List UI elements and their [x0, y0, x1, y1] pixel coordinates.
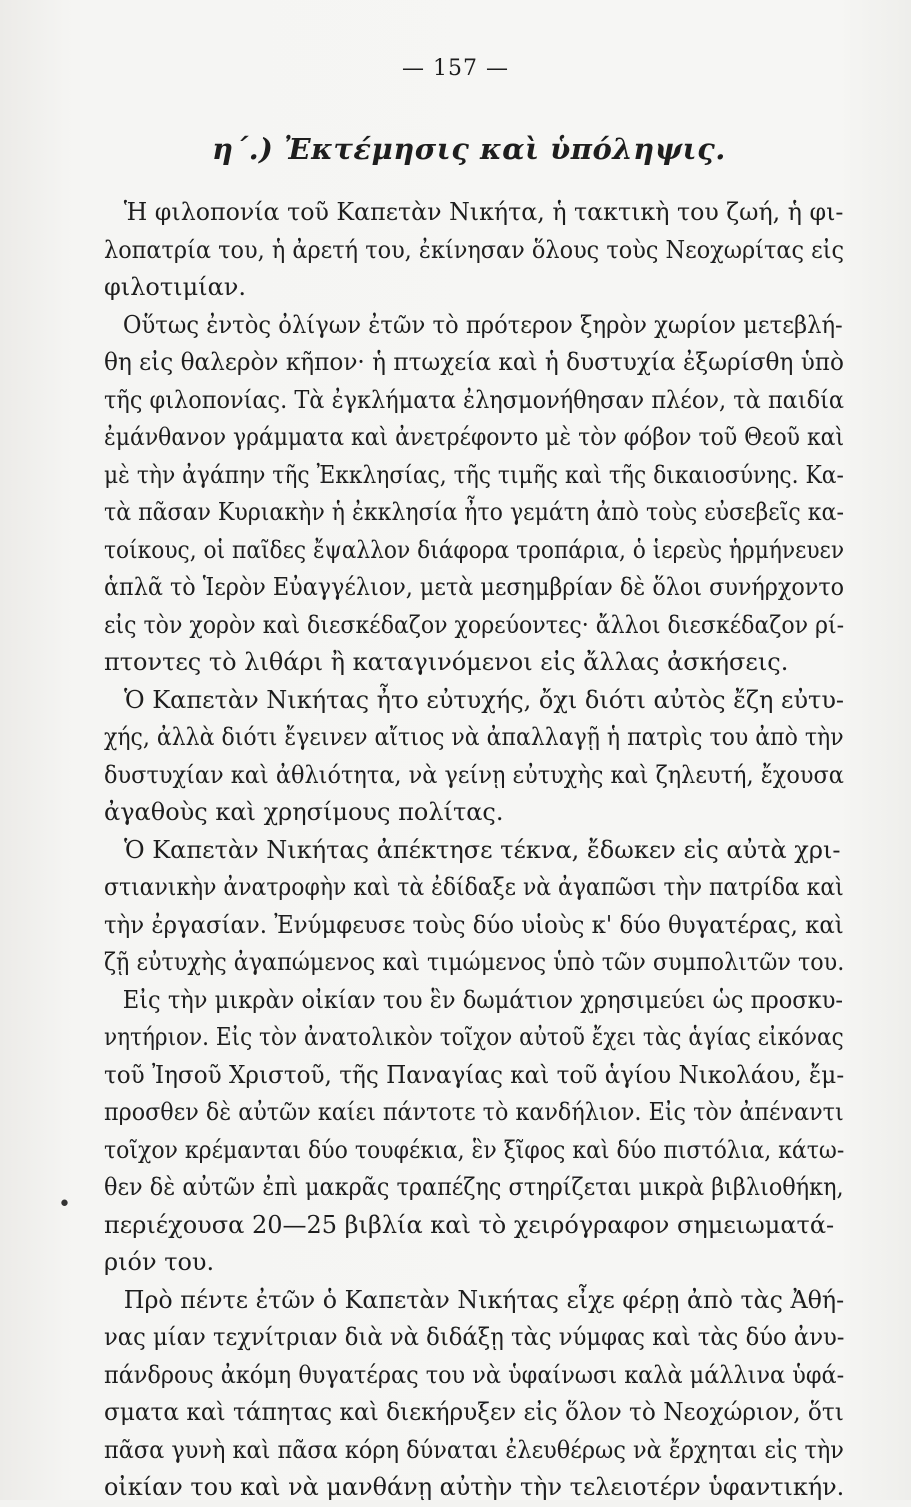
text-line: σματα καὶ τάπητας καὶ διεκήρυξεν εἰς ὅλον τὸ Νεοχώριον, ὅτι [104, 1398, 844, 1426]
text-line: μὲ τὴν ἀγάπην τῆς Ἐκκλησίας, τῆς τιμῆς καὶ τῆς δικαιοσύνης. Κα- [104, 460, 844, 489]
text-line: Πρὸ πέντε ἐτῶν ὁ Καπετὰν Νικήτας εἶχε φέρῃ ἀπὸ τὰς Ἀθή- [123, 1285, 845, 1314]
text-line: Ἡ φιλοπονία τοῦ Καπετὰν Νικήτα, ἡ τακτικὴ του ζωή, ἡ φι- [123, 198, 844, 226]
text-line: τῆς φιλοπονίας. Τὰ ἐγκλήματα ἐλησμονήθησαν πλέον, τὰ παιδία [104, 385, 845, 414]
text-line: λοπατρία του, ἡ ἀρετή του, ἐκίνησαν ὅλους τοὺς Νεοχωρίτας εἰς [104, 235, 845, 264]
text-line: τοῖχον κρέμανται δύο τουφέκια, ἓν ξῖφος καὶ δύο πιστόλια, κάτω- [104, 1135, 845, 1164]
text-line: θη εἰς θαλερὸν κῆπον· ἡ πτωχεία καὶ ἡ δυστυχία ἐξωρίσθη ὑπὸ [104, 348, 844, 376]
section-heading: η΄.) Ἐκτέμησις καὶ ὑπόληψις. [212, 132, 726, 166]
text-line: ριόν του. [104, 1248, 215, 1276]
text-line: θεν δὲ αὐτῶν ἐπὶ μακρᾶς τραπέζης στηρίζεται μικρὰ βιβλιοθήκη, [104, 1173, 844, 1201]
text-line: πάνδρους ἀκόμη θυγατέρας του νὰ ὑφαίνωσι καλὰ μάλλινα ὑφά- [104, 1360, 845, 1389]
text-line: δυστυχίαν καὶ ἀθλιότητα, νὰ γείνῃ εὐτυχὴς καὶ ζηλευτή, ἔχουσα [104, 760, 844, 789]
margin-speck: • [58, 1192, 71, 1217]
body-text [104, 194, 844, 1507]
text-line: νας μίαν τεχνίτριαν διὰ νὰ διδάξῃ τὰς νύμφας καὶ τὰς δύο ἀνυ- [104, 1323, 845, 1351]
text-line: στιανικὴν ἀνατροφὴν καὶ τὰ ἐδίδαξε νὰ ἀγαπῶσι τὴν πατρίδα καὶ [104, 873, 844, 901]
text-line: τοῦ Ἰησοῦ Χριστοῦ, τῆς Παναγίας καὶ τοῦ ἁγίου Νικολάου, ἔμ- [104, 1060, 845, 1089]
text-line: τὰ πᾶσαν Κυριακὴν ἡ ἐκκλησία ἦτο γεμάτη ἀπὸ τοὺς εὐσεβεῖς κα- [104, 498, 844, 526]
text-line: φιλοτιμίαν. [104, 273, 246, 301]
text-line: νητήριον. Εἰς τὸν ἀνατολικὸν τοῖχον αὐτοῦ ἔχει τὰς ἁγίας εἰκόνας [104, 1023, 844, 1051]
text-line: περιέχουσα 20—25 βιβλία καὶ τὸ χειρόγραφον σημειωματά- [104, 1210, 835, 1239]
text-line: τὴν ἐργασίαν. Ἐνύμφευσε τοὺς δύο υἱοὺς κ' δύο θυγατέρας, καὶ [104, 910, 844, 939]
text-line: χής, ἀλλὰ διότι ἔγεινεν αἴτιος νὰ ἀπαλλαγῇ ἡ πατρὶς του ἀπὸ τὴν [104, 723, 844, 751]
text-line: ἁπλᾶ τὸ Ἱερὸν Εὐαγγέλιον, μετὰ μεσημβρίαν δὲ ὅλοι συνήρχοντο [104, 573, 845, 601]
text-line: Ὁ Καπετὰν Νικήτας ἦτο εὐτυχής, ὄχι διότι αὐτὸς ἔζη εὐτυ- [124, 685, 845, 714]
text-line: Οὕτως ἐντὸς ὀλίγων ἐτῶν τὸ πρότερον ξηρὸν χωρίον μετεβλή- [122, 310, 843, 339]
text-line: πᾶσα γυνὴ καὶ πᾶσα κόρη δύναται ἐλευθέρως νὰ ἔρχηται εἰς τὴν [104, 1435, 844, 1464]
text-line: οἰκίαν του καὶ νὰ μανθάνῃ αὐτὴν τὴν τελειοτέρν ὑφαντικήν. [104, 1473, 845, 1501]
text-line: ζῇ εὐτυχὴς ἀγαπώμενος καὶ τιμώμενος ὑπὸ τῶν συμπολιτῶν του. [104, 948, 845, 976]
text-line: προσθεν δὲ αὐτῶν καίει πάντοτε τὸ κανδήλιον. Εἰς τὸν ἀπέναντι [104, 1098, 844, 1126]
text-line: τοίκους, οἱ παῖδες ἔψαλλον διάφορα τροπάρια, ὁ ἱερεὺς ἡρμήνευεν [104, 535, 845, 564]
page-number: — 157 — [402, 56, 509, 81]
text-line: πτοντες τὸ λιθάρι ἢ καταγινόμενοι εἰς ἄλλας ἀσκήσεις. [104, 648, 789, 676]
text-line: Εἰς τὴν μικρὰν οἰκίαν του ἓν δωμάτιον χρησιμεύει ὡς προσκυ- [122, 985, 844, 1014]
text-line: εἰς τὸν χορὸν καὶ διεσκέδαζον χορεύοντες· ἄλλοι διεσκέδαζον ρί- [104, 610, 845, 639]
text-line: ἀγαθοὺς καὶ χρησίμους πολίτας. [104, 798, 504, 826]
text-line: Ὁ Καπετὰν Νικήτας ἀπέκτησε τέκνα, ἔδωκεν εἰς αὐτὰ χρι- [124, 835, 841, 864]
text-line: ἐμάνθανον γράμματα καὶ ἀνετρέφοντο μὲ τὸν φόβον τοῦ Θεοῦ καὶ [104, 423, 845, 451]
